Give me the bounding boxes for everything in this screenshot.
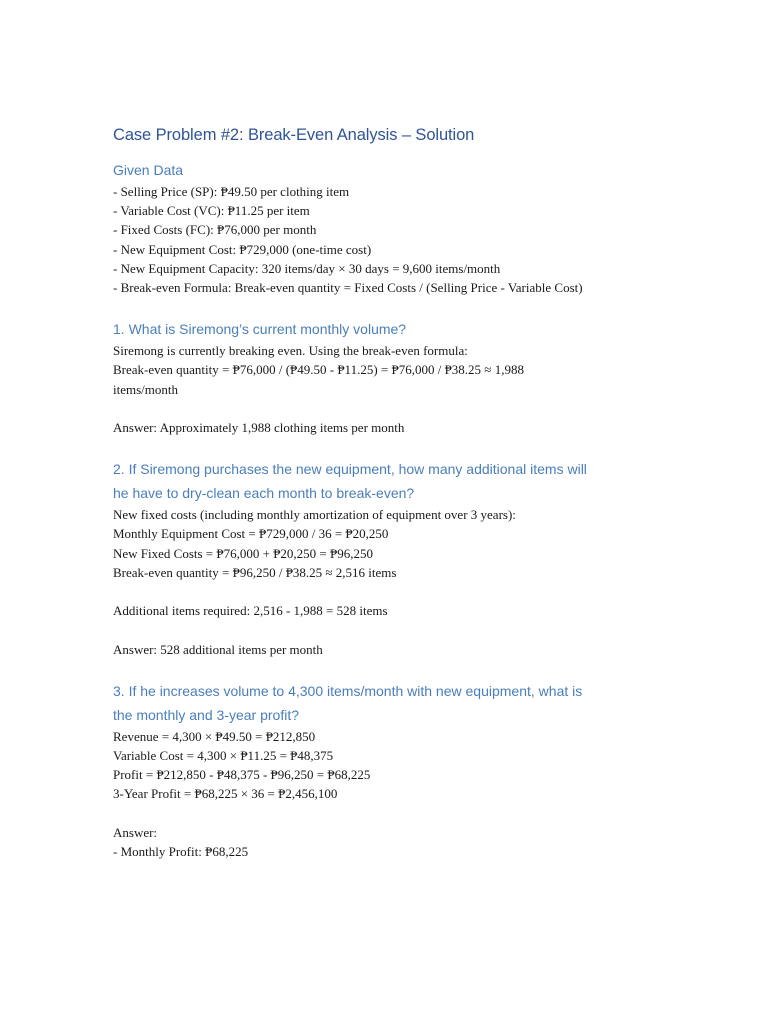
q1-answer: Answer: Approximately 1,988 clothing items per month xyxy=(113,420,405,436)
q2-line: Break-even quantity = ₱96,250 / ₱38.25 ≈ 2,516 items xyxy=(113,564,397,580)
given-item: - Variable Cost (VC): ₱11.25 per item xyxy=(113,203,310,219)
given-data-heading: Given Data xyxy=(113,162,184,178)
q2-additional-items: Additional items required: 2,516 - 1,988 = 528 items xyxy=(113,603,388,619)
q3-answer-item: - Monthly Profit: ₱68,225 xyxy=(113,844,249,860)
q1-line: Siremong is currently breaking even. Using the break-even formula: xyxy=(113,343,468,359)
given-item: - New Equipment Capacity: 320 items/day × 30 days = 9,600 items/month xyxy=(113,260,501,276)
question-1-heading: 1. What is Siremong’s current monthly volume? xyxy=(113,321,407,338)
question-2-heading-line-1: 2. If Siremong purchases the new equipment, how many additional items will xyxy=(113,461,587,478)
given-item: - New Equipment Cost: ₱729,000 (one-time cost) xyxy=(113,241,372,257)
given-item: - Fixed Costs (FC): ₱76,000 per month xyxy=(113,222,317,238)
q3-answer-label: Answer: xyxy=(113,824,158,840)
q2-line: New Fixed Costs = ₱76,000 + ₱20,250 = ₱96,250 xyxy=(113,545,373,561)
question-2-heading-line-2: he have to dry-clean each month to break-even? xyxy=(113,485,415,502)
q3-line: Variable Cost = 4,300 × ₱11.25 = ₱48,375 xyxy=(113,748,334,764)
question-3-heading-line-2: the monthly and 3-year profit? xyxy=(113,706,299,723)
document-page xyxy=(113,120,673,861)
q3-line: Revenue = 4,300 × ₱49.50 = ₱212,850 xyxy=(113,728,316,744)
q3-line: Profit = ₱212,850 - ₱48,375 - ₱96,250 = ₱68,225 xyxy=(113,767,371,783)
q1-line: items/month xyxy=(113,381,178,397)
q2-line: Monthly Equipment Cost = ₱729,000 / 36 = ₱20,250 xyxy=(113,526,389,542)
given-item: - Break-even Formula: Break-even quantity = Fixed Costs / (Selling Price - Variable Cost) xyxy=(113,280,583,296)
q2-line: New fixed costs (including monthly amortization of equipment over 3 years): xyxy=(113,507,516,523)
q3-line: 3-Year Profit = ₱68,225 × 36 = ₱2,456,100 xyxy=(113,786,338,802)
q2-answer: Answer: 528 additional items per month xyxy=(113,641,323,657)
question-3-heading-line-1: 3. If he increases volume to 4,300 items/month with new equipment, what is xyxy=(113,682,583,699)
document-title: Case Problem #2: Break-Even Analysis – Solution xyxy=(113,126,475,144)
q1-line: Break-even quantity = ₱76,000 / (₱49.50 - ₱11.25) = ₱76,000 / ₱38.25 ≈ 1,988 xyxy=(113,362,524,378)
given-item: - Selling Price (SP): ₱49.50 per clothing item xyxy=(113,184,350,199)
